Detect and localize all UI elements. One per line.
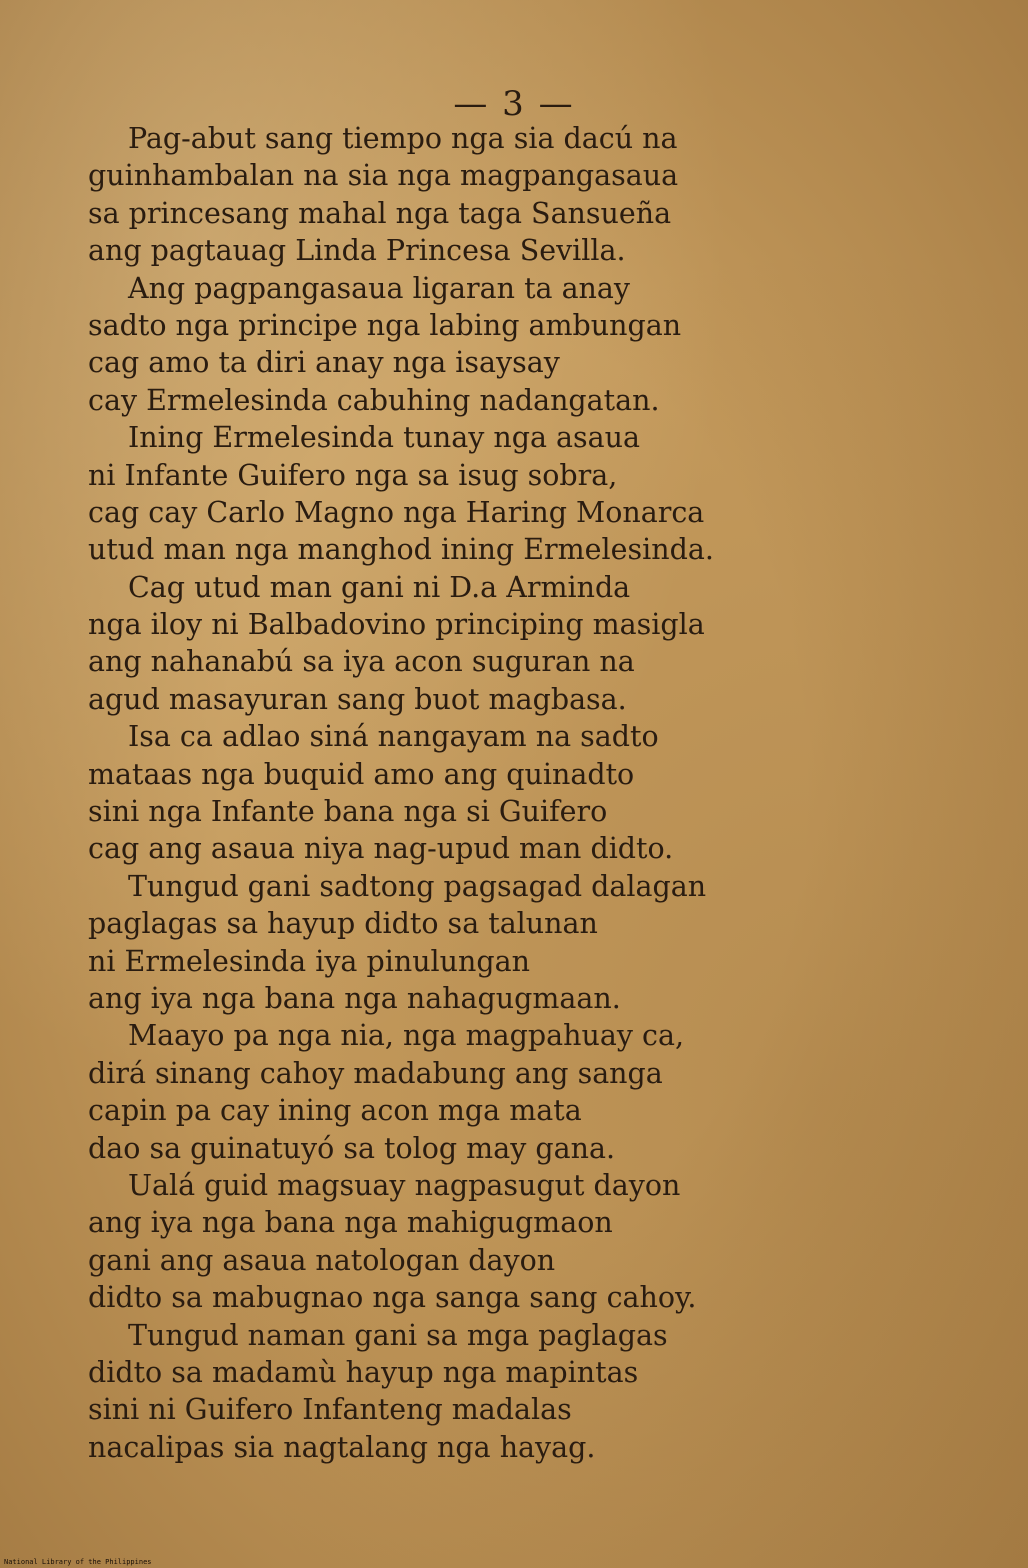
- verse-line: paglagas sa hayup didto sa talunan: [88, 907, 598, 941]
- verse-line: cag amo ta diri anay nga isaysay: [88, 346, 560, 380]
- verse-line: ang iya nga bana nga nahagugmaan.: [88, 981, 621, 1015]
- stanza: [88, 270, 848, 420]
- verse-line: Tungud gani sadtong pagsagad dalagan: [128, 869, 707, 903]
- verse-line: Tungud naman gani sa mga paglagas: [128, 1318, 668, 1352]
- verse-line: sadto nga principe nga labing ambungan: [88, 308, 682, 342]
- library-credit: National Library of the Philippines: [4, 1558, 152, 1566]
- verse-line: Ining Ermelesinda tunay nga asaua: [128, 421, 640, 455]
- stanza: [88, 868, 848, 1018]
- verse-line: capin pa cay ining acon mga mata: [88, 1094, 582, 1128]
- verse-line: gani ang asaua natologan dayon: [88, 1243, 556, 1277]
- stanza: [88, 1017, 848, 1167]
- verse-line: cag ang asaua niya nag-upud man didto.: [88, 832, 674, 866]
- verse-line: Ang pagpangasaua ligaran ta anay: [128, 271, 631, 305]
- page-number: — 3 —: [453, 84, 575, 124]
- verse-line: ang nahanabú sa iya acon suguran na: [88, 645, 635, 679]
- verse-line: dirá sinang cahoy madabung ang sanga: [88, 1056, 663, 1090]
- stanza: [88, 718, 848, 868]
- verse-line: sini nga Infante bana nga si Guifero: [88, 795, 608, 829]
- verse-line: Isa ca adlao siná nangayam na sadto: [128, 720, 659, 754]
- verse-line: didto sa mabugnao nga sanga sang cahoy.: [88, 1281, 697, 1315]
- verse-line: sini ni Guifero Infanteng madalas: [88, 1393, 572, 1427]
- verse-line: ni Ermelesinda iya pinulungan: [88, 944, 530, 978]
- verse-line: Pag-abut sang tiempo nga sia dacú na: [128, 122, 678, 155]
- verse-line: nga iloy ni Balbadovino principing masigla: [88, 608, 705, 642]
- verse-line: cag cay Carlo Magno nga Haring Monarca: [88, 495, 705, 529]
- verse-line: guinhambalan na sia nga magpangasaua: [88, 159, 679, 193]
- verse-line: ang pagtauag Linda Princesa Sevilla.: [88, 234, 626, 268]
- poem-body: [88, 120, 848, 1466]
- verse-line: nacalipas sia nagtalang nga hayag.: [88, 1430, 596, 1464]
- stanza: [88, 1317, 848, 1467]
- stanza: [88, 569, 848, 719]
- verse-line: didto sa madamù hayup nga mapintas: [88, 1355, 639, 1389]
- verse-line: utud man nga manghod ining Ermelesinda.: [88, 533, 714, 567]
- verse-line: cay Ermelesinda cabuhing nadangatan.: [88, 383, 660, 417]
- stanza: [88, 1167, 848, 1317]
- verse-line: dao sa guinatuyó sa tolog may gana.: [88, 1131, 615, 1165]
- verse-line: Cag utud man gani ni D.a Arminda: [128, 570, 631, 604]
- verse-line: sa princesang mahal nga taga Sansueña: [88, 196, 672, 230]
- verse-line: Maayo pa nga nia, nga magpahuay ca,: [128, 1019, 685, 1053]
- verse-line: Ualá guid magsuay nagpasugut dayon: [128, 1168, 681, 1202]
- verse-line: mataas nga buquid amo ang quinadto: [88, 757, 635, 791]
- stanza: [88, 120, 848, 270]
- stanza: [88, 419, 848, 569]
- verse-line: ni Infante Guifero nga sa isug sobra,: [88, 458, 618, 492]
- verse-line: ang iya nga bana nga mahigugmaon: [88, 1206, 613, 1240]
- verse-line: agud masayuran sang buot magbasa.: [88, 682, 627, 716]
